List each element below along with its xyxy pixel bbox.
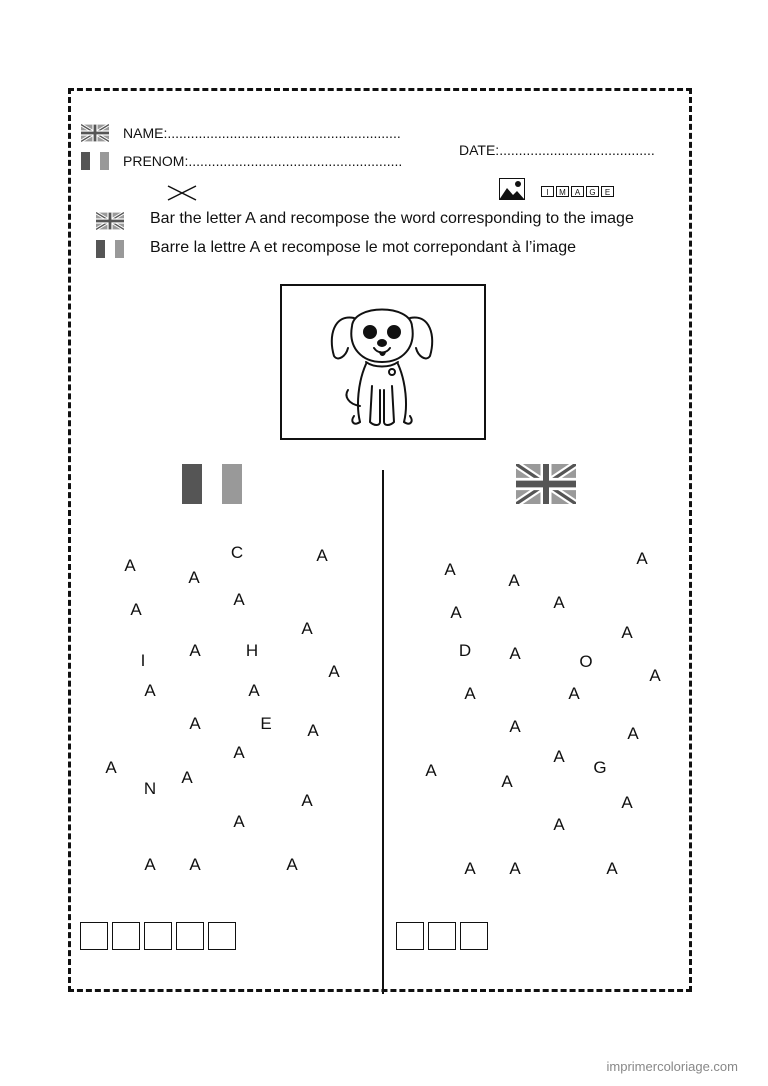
letter[interactable]: C: [230, 543, 244, 562]
instruction-english: Bar the letter A and recompose the word corresponding to the image: [150, 210, 634, 227]
letter[interactable]: A: [621, 623, 633, 642]
letter[interactable]: G: [593, 758, 607, 777]
image-word-tiles: [541, 186, 614, 197]
letter[interactable]: O: [579, 652, 593, 671]
letter[interactable]: A: [649, 666, 661, 685]
date-field[interactable]: DATE:........................................: [459, 142, 655, 158]
letter[interactable]: A: [508, 571, 520, 590]
letter[interactable]: A: [301, 791, 313, 810]
site-watermark: imprimercoloriage.com: [606, 1059, 738, 1074]
letter[interactable]: A: [301, 619, 313, 638]
word-tile: M: [556, 186, 569, 197]
answer-box[interactable]: [396, 922, 424, 950]
letter[interactable]: A: [189, 855, 201, 874]
word-tile: G: [586, 186, 599, 197]
answer-box[interactable]: [112, 922, 140, 950]
letter[interactable]: A: [553, 747, 565, 766]
answer-box[interactable]: [144, 922, 172, 950]
letter[interactable]: A: [188, 568, 200, 587]
french-flag-icon: [182, 464, 242, 504]
answer-box[interactable]: [428, 922, 456, 950]
letter[interactable]: A: [124, 556, 136, 575]
uk-flag-icon: [96, 212, 124, 230]
french-flag-icon: [96, 240, 124, 258]
letter[interactable]: A: [181, 768, 193, 787]
letter[interactable]: A: [233, 743, 245, 762]
letter[interactable]: N: [143, 779, 157, 798]
word-tile: I: [541, 186, 554, 197]
letter[interactable]: A: [189, 641, 201, 660]
name-field[interactable]: NAME:............................................................: [123, 125, 401, 141]
letter[interactable]: A: [568, 684, 580, 703]
scissors-icon: [166, 184, 198, 202]
letter[interactable]: A: [328, 662, 340, 681]
letter[interactable]: A: [105, 758, 117, 777]
letter[interactable]: A: [464, 859, 476, 878]
letter[interactable]: A: [553, 815, 565, 834]
letter[interactable]: A: [464, 684, 476, 703]
answer-box[interactable]: [176, 922, 204, 950]
letter[interactable]: A: [233, 590, 245, 609]
image-icon: [499, 178, 525, 200]
letter[interactable]: A: [189, 714, 201, 733]
letter[interactable]: A: [627, 724, 639, 743]
prenom-field[interactable]: PRENOM:.......................................................: [123, 153, 403, 169]
letter[interactable]: A: [444, 560, 456, 579]
letter[interactable]: A: [144, 681, 156, 700]
letter[interactable]: E: [260, 714, 272, 733]
letter[interactable]: A: [286, 855, 298, 874]
letter[interactable]: A: [144, 855, 156, 874]
letter[interactable]: A: [233, 812, 245, 831]
letter[interactable]: I: [140, 651, 146, 670]
letter[interactable]: A: [501, 772, 513, 791]
letter[interactable]: A: [248, 681, 260, 700]
letter[interactable]: A: [425, 761, 437, 780]
panel-divider: [382, 470, 384, 994]
answer-box[interactable]: [208, 922, 236, 950]
instruction-french: Barre la lettre A et recompose le mot correpondant à l’image: [150, 239, 576, 256]
letter[interactable]: A: [636, 549, 648, 568]
letter[interactable]: A: [621, 793, 633, 812]
letter[interactable]: A: [509, 717, 521, 736]
answer-box[interactable]: [80, 922, 108, 950]
letter[interactable]: A: [316, 546, 328, 565]
word-tile: A: [571, 186, 584, 197]
letter[interactable]: A: [606, 859, 618, 878]
word-tile: E: [601, 186, 614, 197]
letter[interactable]: A: [307, 721, 319, 740]
letter[interactable]: A: [553, 593, 565, 612]
letter[interactable]: D: [458, 641, 472, 660]
uk-flag-icon: [81, 124, 109, 142]
letter[interactable]: A: [130, 600, 142, 619]
letter[interactable]: A: [509, 859, 521, 878]
puppy-image: [280, 284, 486, 440]
letter[interactable]: H: [245, 641, 259, 660]
uk-flag-icon: [516, 464, 576, 504]
letter[interactable]: A: [509, 644, 521, 663]
letter[interactable]: A: [450, 603, 462, 622]
french-flag-icon: [81, 152, 109, 170]
answer-box[interactable]: [460, 922, 488, 950]
